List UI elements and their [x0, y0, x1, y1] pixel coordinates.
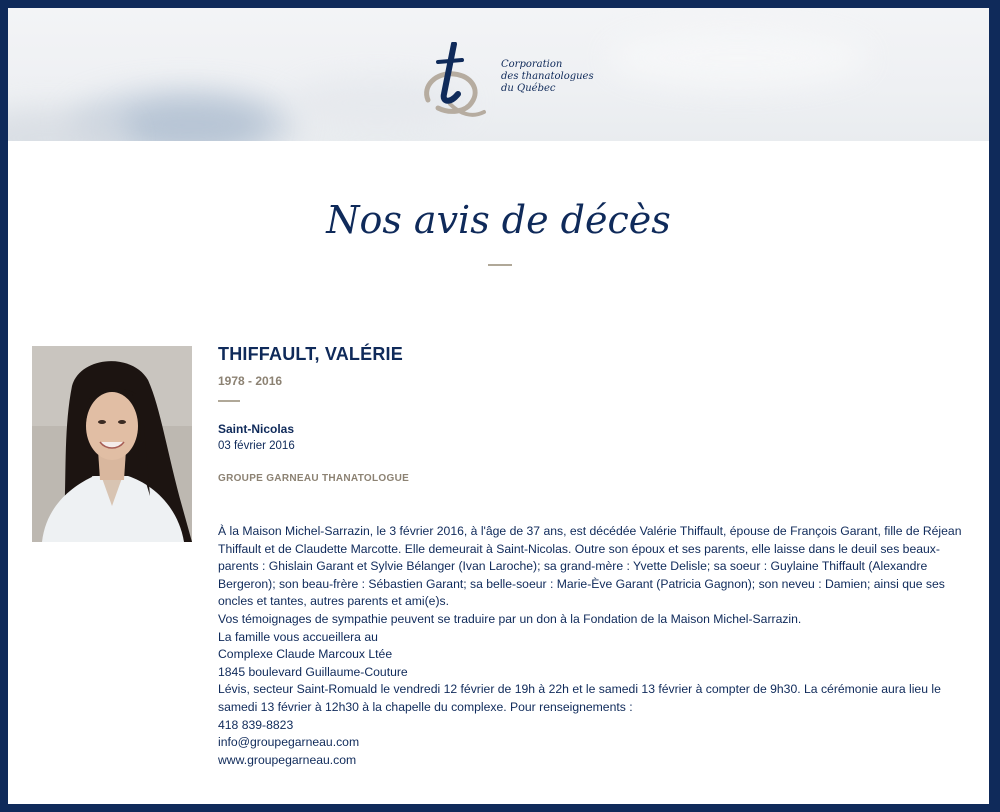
logo-line-2: des thanatologues	[501, 71, 594, 82]
life-years: 1978 - 2016	[218, 374, 283, 388]
logo-line-1: Corporation	[501, 59, 563, 70]
logo-line-3: du Québec	[501, 83, 556, 94]
name-divider	[218, 400, 240, 402]
obituary	[218, 342, 978, 767]
funeral-home[interactable]: GROUPE GARNEAU THANATOLOGUE	[218, 473, 410, 484]
obituary-line: La famille vous accueillera au	[218, 629, 378, 644]
website-link[interactable]: www.groupegarneau.com	[218, 752, 357, 767]
venue-address: 1845 boulevard Guillaume-Couture	[218, 664, 408, 679]
phone-number: 418 839-8823	[218, 717, 294, 732]
email-address[interactable]: info@groupegarneau.com	[218, 735, 360, 750]
header-banner	[8, 8, 989, 141]
logo[interactable]	[420, 42, 600, 118]
logo-mark-icon	[420, 42, 490, 118]
death-date: 03 février 2016	[218, 440, 295, 452]
title-divider	[488, 264, 512, 266]
obituary-paragraph: Vos témoignages de sympathie peuvent se traduire par un don à la Fondation de la Maison Michel-Sarrazin.	[218, 611, 802, 626]
obituary-paragraph: À la Maison Michel-Sarrazin, le 3 février 2016, à l'âge de 37 ans, est décédée Valérie Thiffault, épouse de François Garant, fille de Réjean Thiffault et de Claudette Marcotte. Elle demeurait à Saint-Nicolas. Outre son époux et ses parents, elle laisse dans le deuil ses beaux-parents : Ghislain Garant et Sylvie Bélanger (Ivan Laroche); sa grand-mère : Yvette Delisle; sa soeur : Guylaine Thiffault (Alexandre Bergeron); son beau-frère : Sébastien Garant; sa belle-soeur : Marie-Ève Garant (Patricia Gagnon); son neveu : Damien; ainsi que ses oncles et tantes, autres parents et ami(e)s.	[218, 524, 962, 609]
deceased-name: THIFFAULT, VALÉRIE	[218, 344, 403, 364]
deceased-photo	[32, 346, 192, 542]
obituary-text	[218, 523, 978, 769]
visitation-details: Lévis, secteur Saint-Romuald le vendredi 12 février de 19h à 22h et le samedi 13 février à compter de 9h30. La cérémonie aura lieu le samedi 13 février à 12h30 à la chapelle du complexe. Pour renseignements :	[218, 682, 941, 714]
page-frame	[8, 8, 989, 804]
portrait-image	[32, 346, 192, 542]
venue-name: Complexe Claude Marcoux Ltée	[218, 647, 393, 662]
page-title: Nos avis de décès	[326, 198, 671, 242]
city: Saint-Nicolas	[218, 422, 295, 436]
logo-text	[501, 59, 611, 95]
